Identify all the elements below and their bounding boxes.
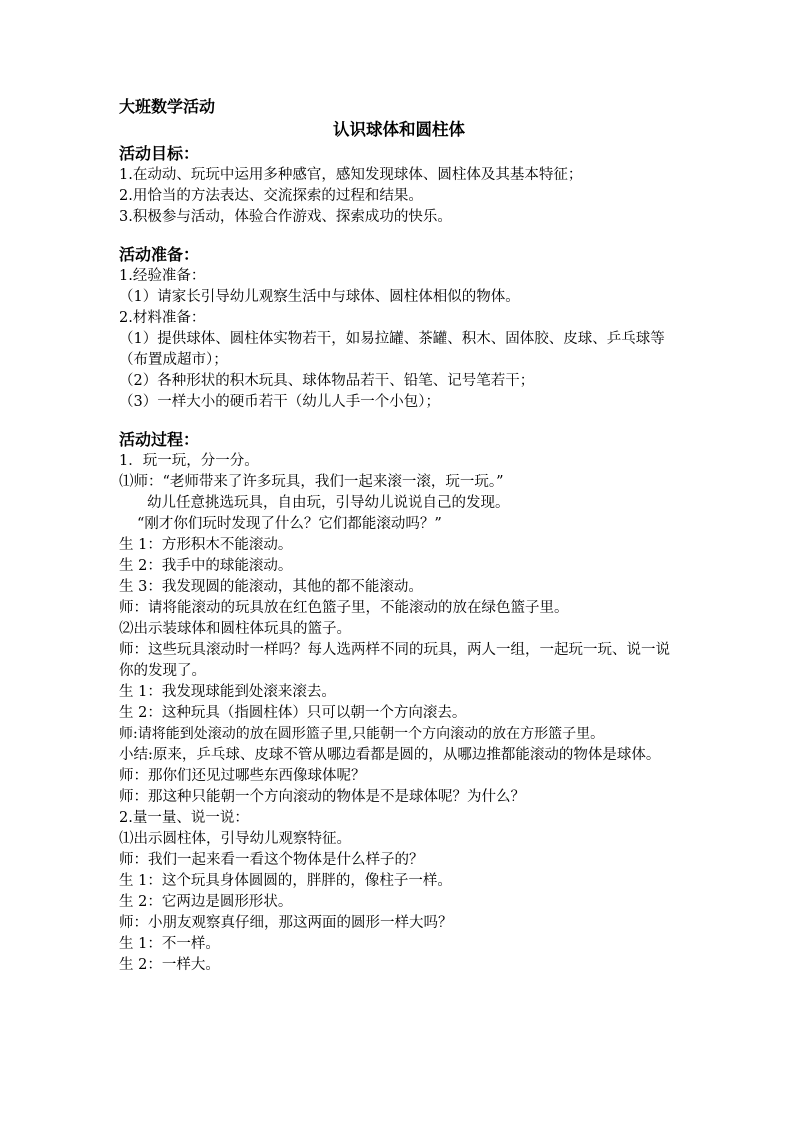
process-line: 生 2：我手中的球能滚动。	[119, 558, 293, 574]
document-page	[119, 96, 679, 976]
process-line: 师：小朋友观察真仔细，那这两面的圆形一样大吗？	[119, 915, 453, 931]
prep-material-item: （1）提供球体、圆柱体实物若干，如易拉罐、茶罐、积木、固体胶、皮球、乒乓球等（布置成超市）；	[119, 331, 665, 368]
process-line: 师：这些玩具滚动时一样吗？每人选两样不同的玩具，两人一组，一起玩一玩、说一说你的发现了。	[119, 642, 670, 679]
process-line: 生 2：一样大。	[119, 957, 220, 973]
process-line: 生 1：方形积木不能滚动。	[119, 537, 293, 553]
goal-item: 1.在动动、玩玩中运用多种感官，感知发现球体、圆柱体及其基本特征；	[119, 167, 583, 183]
document-category: 大班数学活动	[119, 97, 216, 116]
goal-item: 3.积极参与活动，体验合作游戏、探索成功的快乐。	[119, 209, 452, 225]
process-line: 1．玩一玩，分一分。	[119, 453, 259, 469]
process-line: “刚才你们玩时发现了什么？它们都能滚动吗？”	[137, 516, 442, 532]
goals-heading: 活动目标：	[119, 144, 200, 163]
process-line: ⑴师：“老师带来了许多玩具，我们一起来滚一滚，玩一玩。”	[119, 474, 504, 490]
process-line: 师：我们一起来看一看这个物体是什么样子的？	[119, 852, 424, 868]
process-line: ⑵出示装球体和圆柱体玩具的篮子。	[119, 621, 351, 637]
prep-heading: 活动准备：	[119, 245, 200, 264]
prep-material-item: （2）各种形状的积木玩具、球体物品若干、铅笔、记号笔若干；	[119, 373, 535, 389]
process-line: 师：那这种只能朝一个方向滚动的物体是不是球体呢？为什么？	[119, 789, 525, 805]
prep-material-item: （3）一样大小的硬币若干（幼儿人手一个小包）；	[119, 394, 440, 410]
prep-experience-label: 1.经验准备：	[119, 268, 206, 284]
process-line: 师:请将能到处滚动的放在圆形篮子里,只能朝一个方向滚动的放在方形篮子里。	[119, 726, 605, 742]
process-line: 师：请将能滚动的玩具放在红色篮子里，不能滚动的放在绿色篮子里。	[119, 600, 569, 616]
process-line: 2.量一量、说一说：	[119, 810, 249, 826]
goal-item: 2.用恰当的方法表达、交流探索的过程和结果。	[119, 188, 423, 204]
process-line: 生 3：我发现圆的能滚动，其他的都不能滚动。	[119, 579, 423, 595]
process-line: 生 2：它两边是圆形形状。	[119, 894, 293, 910]
process-line: 生 1：这个玩具身体圆圆的，胖胖的，像柱子一样。	[119, 873, 452, 889]
prep-material-label: 2.材料准备：	[119, 310, 206, 326]
process-line: 幼儿任意挑选玩具，自由玩，引导幼儿说说自己的发现。	[147, 495, 510, 511]
process-heading: 活动过程：	[119, 430, 200, 449]
process-line: 生 2：这种玩具（指圆柱体）只可以朝一个方向滚去。	[119, 705, 467, 721]
process-line: 生 1：不一样。	[119, 936, 220, 952]
document-title: 认识球体和圆柱体	[333, 120, 465, 139]
process-line: 小结:原来，乒乓球、皮球不管从哪边看都是圆的，从哪边推都能滚动的物体是球体。	[119, 747, 661, 763]
process-line: ⑴出示圆柱体，引导幼儿观察特征。	[119, 831, 351, 847]
prep-experience-item: （1）请家长引导幼儿观察生活中与球体、圆柱体相似的物体。	[119, 289, 520, 305]
process-line: 生 1：我发现球能到处滚来滚去。	[119, 684, 336, 700]
process-line: 师：那你们还见过哪些东西像球体呢？	[119, 768, 366, 784]
